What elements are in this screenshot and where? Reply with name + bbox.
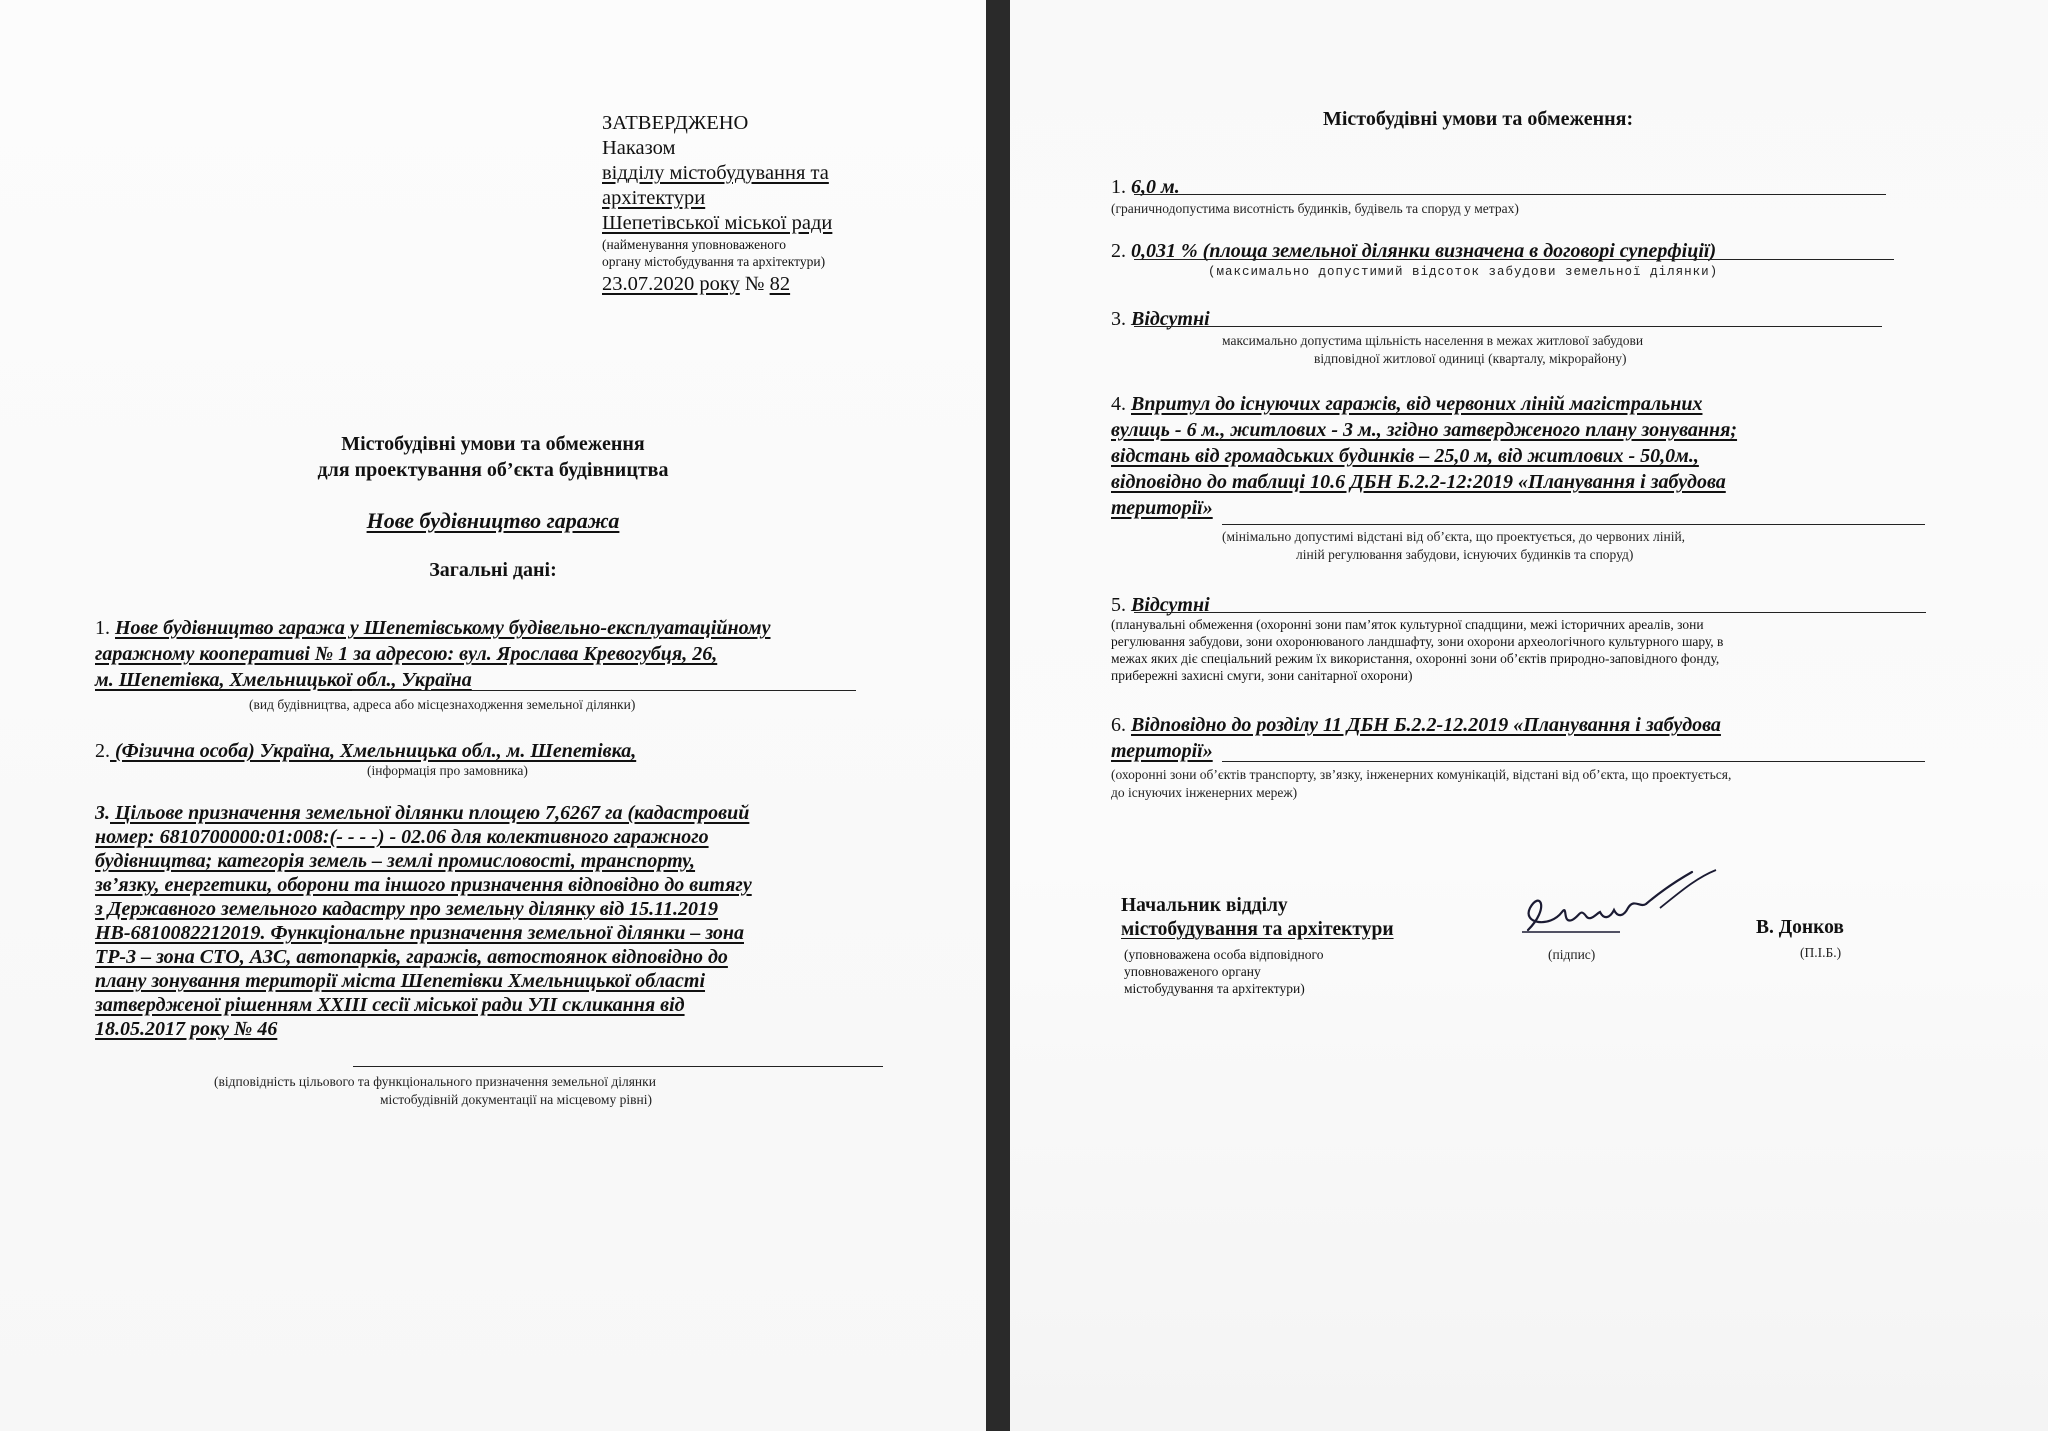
- approval-org-hint-line2: органу містобудування та архітектури): [602, 254, 826, 269]
- right-item-6-line1: Відповідно до розділу 11 ДБН Б.2.2-12.2019 «Планування і забудова: [1131, 714, 1721, 736]
- heading-line1: Містобудівні умови та обмеження: [341, 433, 645, 455]
- right-item-3: [1111, 306, 1210, 332]
- right-item-6-line2: території»: [1111, 740, 1213, 762]
- right-item-5-num: 5.: [1111, 594, 1126, 616]
- right-item-1-value: 6,0 м.: [1126, 176, 1180, 198]
- right-item-6-num: 6.: [1111, 714, 1126, 736]
- right-item-2-num: 2.: [1111, 240, 1126, 262]
- left-item-3-line9: 18.05.2017 року № 46: [95, 1018, 278, 1040]
- left-item-1-rule: [352, 690, 856, 691]
- approval-org-hint-line1: (найменування уповноваженого: [602, 237, 786, 252]
- heading-line2: для проектування об’єкта будівництва: [317, 459, 669, 481]
- right-item-5-hint: [1111, 616, 1931, 684]
- signature-position-line1: Начальник відділу: [1121, 895, 1288, 916]
- right-item-2: [1111, 238, 1716, 264]
- right-item-5-rule: [1134, 612, 1926, 613]
- signature-position-hint: [1124, 946, 1323, 997]
- right-item-5-hint-line1: регулювання забудови, зони охоронюваного ландшафту, зони охорони археологічного культурного шару, в: [1111, 634, 1724, 649]
- right-item-6-hint-line1: (охоронні зони об’єктів транспорту, зв’язку, інженерних комунікацій, відстані від об’єкта, що проектується,: [1111, 767, 1732, 782]
- left-item-1-line1: Нове будівництво гаража у Шепетівському будівельно-експлуатаційному: [115, 617, 771, 639]
- left-item-1-hint: (вид будівництва, адреса або місцезнаходження земельної ділянки): [249, 697, 636, 712]
- approval-org-line2: архітектури: [602, 187, 706, 209]
- right-item-3-value: Відсутні: [1126, 308, 1210, 330]
- right-item-4-line3: відповідно до таблиці 10.6 ДБН Б.2.2-12:2019 «Планування і забудова: [1111, 471, 1726, 493]
- object-name: Нове будівництво гаража: [366, 508, 620, 533]
- approval-number-sign: №: [744, 273, 765, 295]
- right-item-4-line1: вулиць - 6 м., житлових - 3 м., згідно затвердженого плану зонування;: [1111, 419, 1738, 441]
- right-item-4-line2: відстань від громадських будинків – 25,0 м, від житлових - 50,0м.,: [1111, 445, 1699, 467]
- right-item-6-rule: [1222, 761, 1925, 762]
- left-item-2-num: 2.: [95, 740, 110, 762]
- signature-sign-hint: (підпис): [1548, 947, 1596, 962]
- left-item-3-line7: плану зонування території міста Шепетівки Хмельницької області: [95, 970, 706, 992]
- left-item-3-hint-line1: (відповідність цільового та функціонального призначення земельної ділянки: [214, 1074, 656, 1089]
- right-item-6: [1111, 712, 1923, 764]
- right-item-4-hint-line2: ліній регулювання забудови, існуючих будинків та споруд): [1296, 547, 1634, 562]
- signature-position-line2: містобудування та архітектури: [1121, 919, 1394, 940]
- left-item-3-hint-line2: містобудівній документації на місцевому рівні): [380, 1092, 652, 1107]
- right-item-5-hint-line2: межах яких діє спеціальний режим їх використання, охоронні зони об’єктів природно-заповідного фонду,: [1111, 651, 1720, 666]
- right-item-1-hint: (граничнодопустима висотність будинків, будівель та споруд у метрах): [1111, 201, 1519, 216]
- signature-position-hint-line3: містобудування та архітектури): [1124, 981, 1305, 996]
- approval-date: 23.07.2020 року: [602, 273, 740, 295]
- left-item-1-line2: гаражному кооперативі № 1 за адресою: вул. Ярослава Кревогубця, 26,: [95, 643, 718, 665]
- right-item-3-hint-line1: максимально допустима щільність населення в межах житлової забудови: [1222, 333, 1644, 348]
- right-item-3-num: 3.: [1111, 308, 1126, 330]
- right-item-1-num: 1.: [1111, 176, 1126, 198]
- left-item-1-line3: м. Шепетівка, Хмельницької обл., Україна: [95, 669, 472, 691]
- left-item-3-num: 3.: [95, 802, 110, 824]
- right-item-6-hint-line2: до існуючих інженерних мереж): [1111, 785, 1298, 800]
- right-item-4-line4: території»: [1111, 497, 1213, 519]
- left-page: [0, 0, 986, 1431]
- approval-block: [602, 111, 832, 297]
- right-title: Містобудівні умови та обмеження:: [1323, 108, 1634, 130]
- approval-order: Наказом: [602, 137, 676, 159]
- left-item-3-line8: затвердженої рішенням ХХIII сесії міської ради УII скликання від: [95, 994, 685, 1016]
- right-item-2-hint: (максимально допустимий відсоток забудови земельної ділянки): [1208, 265, 1719, 279]
- left-item-3: [95, 801, 891, 1041]
- approval-number: 82: [769, 273, 791, 295]
- right-item-2-value: 0,031 % (площа земельної ділянки визначена в договорі суперфіції): [1126, 240, 1717, 262]
- right-item-4-hint-line1: (мінімально допустимі відстані від об’єкта, що проектується, до червоних ліній,: [1222, 529, 1686, 544]
- signatory-name-hint: (П.І.Б.): [1800, 945, 1842, 960]
- approval-org-line1: відділу містобудування та: [602, 162, 829, 184]
- right-item-4-line0: Впритул до існуючих гаражів, від червоних ліній магістральних: [1131, 393, 1703, 415]
- right-item-1-rule: [1134, 194, 1886, 195]
- right-item-4-rule: [1222, 524, 1925, 525]
- signature-position-hint-line2: уповноваженого органу: [1124, 964, 1261, 979]
- approval-title: ЗАТВЕРДЖЕНО: [602, 112, 749, 134]
- right-item-1: [1111, 174, 1180, 200]
- right-page: [1010, 0, 2048, 1431]
- right-item-5: [1111, 592, 1210, 618]
- right-item-4: [1111, 391, 1923, 521]
- approval-org-line3: Шепетівської міської ради: [602, 212, 833, 234]
- signature-position: [1121, 894, 1394, 942]
- document-heading: [0, 431, 986, 483]
- right-item-4-num: 4.: [1111, 393, 1126, 415]
- left-item-3-line0: Цільове призначення земельної ділянки площею 7,6267 га (кадастровий: [110, 802, 750, 824]
- left-item-1: [95, 615, 915, 693]
- signature-position-hint-line1: (уповноважена особа відповідного: [1124, 947, 1324, 962]
- left-item-2-hint: (інформація про замовника): [367, 763, 528, 778]
- right-item-2-rule: [1134, 259, 1894, 260]
- left-item-3-line3: зв’язку, енергетики, оборони та іншого призначення відповідно до витягу: [95, 874, 752, 896]
- general-title: Загальні дані:: [429, 559, 557, 581]
- right-item-5-hint-line3: прибережні захисні смуги, зони санітарної охорони): [1111, 668, 1413, 683]
- left-item-3-line1: номер: 6810700000:01:008:(- - - -) - 02.06 для колективного гаражного: [95, 826, 709, 848]
- right-item-5-hint-line0: (планувальні обмеження (охоронні зони пам’яток культурної спадщини, межі історичних ареалів, зони: [1111, 617, 1704, 632]
- left-item-2-text: (Фізична особа) Україна, Хмельницька обл., м. Шепетівка,: [110, 740, 637, 762]
- left-item-3-line2: будівництва; категорія земель – землі промисловості, транспорту,: [95, 850, 696, 872]
- left-item-3-line4: з Державного земельного кадастру про земельну ділянку від 15.11.2019: [95, 898, 719, 920]
- left-item-3-line5: НВ-6810082212019. Функціональне призначення земельної ділянки – зона: [95, 922, 744, 944]
- right-item-5-value: Відсутні: [1126, 594, 1210, 616]
- signatory-name: В. Донков: [1756, 917, 1844, 938]
- handwritten-signature: [1510, 868, 1750, 946]
- left-item-3-line6: ТР-3 – зона СТО, АЗС, автопарків, гаражів, автостоянок відповідно до: [95, 946, 728, 968]
- right-item-3-hint-line2: відповідної житлової одиниці (кварталу, мікрорайону): [1314, 351, 1627, 366]
- left-item-2: [95, 738, 636, 764]
- left-item-3-rule: [353, 1066, 883, 1067]
- right-item-3-rule: [1134, 326, 1882, 327]
- left-item-1-num: 1.: [95, 617, 110, 639]
